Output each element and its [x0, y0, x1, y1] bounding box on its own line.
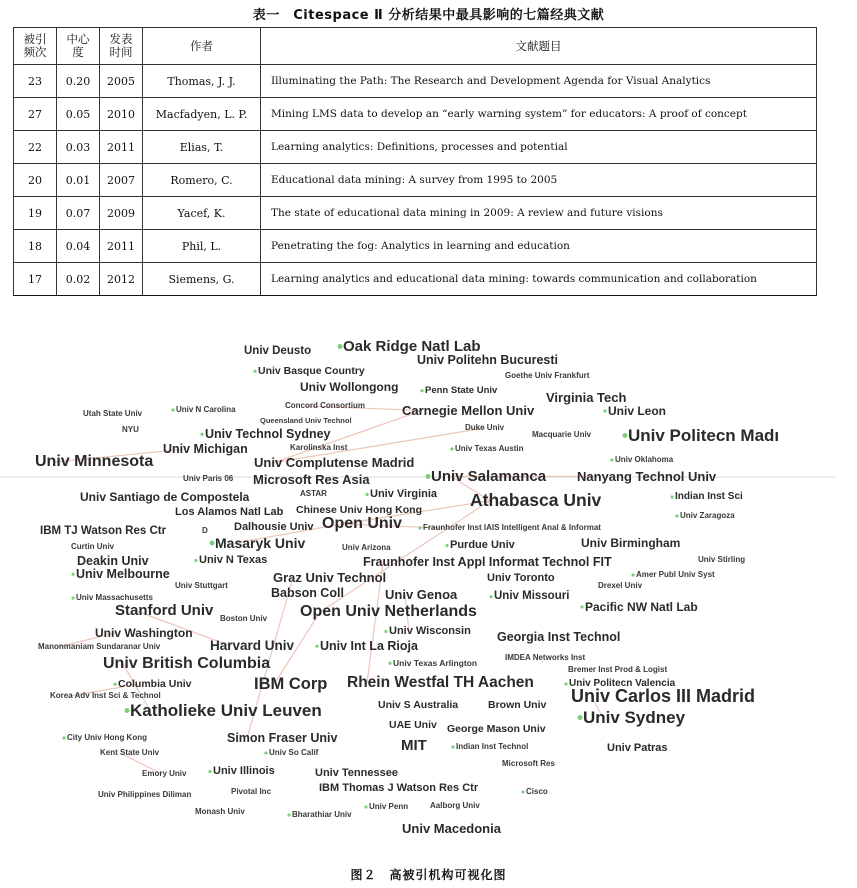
institution-node-label: Graz Univ Technol — [273, 570, 387, 585]
institution-node-label: Duke Univ — [465, 423, 505, 432]
network-node-dot — [521, 790, 524, 793]
cell-author: Phil, L. — [143, 230, 261, 263]
institution-node-label: Univ Carlos III Madrid — [571, 686, 756, 706]
institution-node-label: Babson Coll — [271, 586, 344, 600]
institution-node-label: Fraunhofer Inst IAIS Intelligent Anal & Informat — [423, 523, 601, 532]
institution-node-label: Univ British Columbia — [103, 655, 271, 672]
institution-node-label: Drexel Univ — [598, 581, 643, 590]
header-citations: 被引 频次 — [14, 28, 57, 65]
institution-node-label: Univ Oklahoma — [615, 455, 674, 464]
institution-node-label: Cisco — [526, 787, 548, 796]
institution-node-label: Univ Genoa — [385, 587, 458, 602]
institution-node-label: Open Univ — [322, 515, 403, 532]
cell-centrality: 0.07 — [57, 197, 100, 230]
network-node-dot — [71, 596, 74, 599]
network-node-dot — [451, 745, 454, 748]
cell-author: Macfadyen, L. P. — [143, 98, 261, 131]
cell-year: 2011 — [100, 131, 143, 164]
cell-year: 2012 — [100, 263, 143, 296]
institution-node-label: Open Univ Netherlands — [300, 603, 477, 620]
cell-citations: 19 — [14, 197, 57, 230]
institution-node-label: Univ Politecn Valencia — [569, 678, 676, 689]
classic-literature-table — [13, 27, 817, 296]
institution-node-label: Univ Massachusetts — [76, 593, 153, 602]
institution-node-label: Univ Tennessee — [315, 767, 398, 779]
cell-author: Thomas, J. J. — [143, 65, 261, 98]
network-node-dot — [603, 409, 606, 412]
institution-node-label: Univ N Carolina — [176, 405, 236, 414]
institution-node-label: City Univ Hong Kong — [67, 733, 147, 742]
network-node-dot — [194, 559, 197, 562]
network-node-dot — [62, 736, 65, 739]
cell-title: Illuminating the Path: The Research and Development Agenda for Visual Analytics — [261, 65, 817, 98]
cell-title: Educational data mining: A survey from 1995 to 2005 — [261, 164, 817, 197]
network-node-dot — [264, 751, 267, 754]
institution-node-label: Rhein Westfal TH Aachen — [347, 674, 534, 691]
cell-year: 2009 — [100, 197, 143, 230]
cell-centrality: 0.20 — [57, 65, 100, 98]
institution-node-label: D — [202, 526, 208, 535]
cell-author: Siemens, G. — [143, 263, 261, 296]
institution-node-label: Univ Leon — [608, 404, 667, 418]
institution-node-label: Univ Paris 06 — [183, 474, 234, 483]
institution-node-label: Univ Deusto — [244, 345, 312, 357]
cell-author: Romero, C. — [143, 164, 261, 197]
network-node-dot — [253, 370, 256, 373]
cell-citations: 17 — [14, 263, 57, 296]
institution-node-label: Microsoft Res Asia — [253, 472, 370, 487]
institution-node-label: Goethe Univ Frankfurt — [505, 371, 590, 380]
institution-node-label: Nanyang Technol Univ — [577, 469, 717, 484]
institution-node-label: Deakin Univ — [77, 554, 149, 568]
institution-node-label: Penn State Univ — [425, 385, 498, 396]
institution-node-label: Univ Melbourne — [76, 567, 170, 581]
institution-node-label: Georgia Inst Technol — [497, 630, 621, 644]
institution-node-label: Aalborg Univ — [430, 801, 480, 810]
institution-node-label: Univ Sydney — [583, 708, 686, 727]
institution-node-label: Univ Illinois — [213, 765, 275, 777]
table-row — [14, 197, 817, 230]
institution-node-label: Microsoft Res — [502, 759, 555, 768]
table-body — [14, 65, 817, 296]
table-row — [14, 263, 817, 296]
cell-title: The state of educational data mining in 2009: A review and future visions — [261, 197, 817, 230]
institution-node-label: Pacific NW Natl Lab — [585, 600, 698, 614]
institution-node-label: Stanford Univ — [115, 602, 214, 619]
network-node-dot — [420, 389, 423, 392]
header-author: 作者 — [143, 28, 261, 65]
institution-node-label: Los Alamos Natl Lab — [175, 506, 284, 518]
institution-node-label: Kent State Univ — [100, 748, 160, 757]
network-node-dot — [564, 682, 567, 685]
institution-node-label: Bremer Inst Prod & Logist — [568, 665, 668, 674]
network-node-dot — [315, 645, 318, 648]
cell-centrality: 0.01 — [57, 164, 100, 197]
institution-node-label: Chinese Univ Hong Kong — [296, 504, 422, 516]
network-node-dot — [384, 630, 387, 633]
institution-node-label: Univ Philippines Diliman — [98, 790, 192, 799]
institution-node-label: Katholieke Univ Leuven — [130, 701, 322, 720]
institution-node-label: Pivotal Inc — [231, 787, 272, 796]
institution-node-label: Manonmaniam Sundaranar Univ — [38, 642, 161, 651]
institution-node-label: Univ Basque Country — [258, 365, 365, 377]
cell-citations: 23 — [14, 65, 57, 98]
institution-node-label: Univ Politehn Bucuresti — [417, 353, 558, 367]
table-row — [14, 98, 817, 131]
institution-node-label: Dalhousie Univ — [234, 521, 314, 533]
table-caption: 表一 Citespace Ⅱ 分析结果中最具影响的七篇经典文献 — [252, 8, 605, 23]
header-title: 文献题目 — [261, 28, 817, 65]
table-header-row — [14, 28, 817, 65]
institution-node-label: Univ Birmingham — [581, 536, 681, 550]
institution-node-label: NYU — [122, 425, 139, 434]
network-node-dot — [210, 541, 215, 546]
network-node-dot — [489, 595, 492, 598]
institution-node-label: Simon Fraser Univ — [227, 731, 338, 745]
institution-node-label: Masaryk Univ — [215, 535, 306, 551]
cell-centrality: 0.05 — [57, 98, 100, 131]
institution-node-label: George Mason Univ — [447, 723, 546, 735]
institution-node-label: IBM TJ Watson Res Ctr — [40, 525, 167, 537]
institution-node-label: Indian Inst Technol — [456, 742, 529, 751]
figure-caption: 图２ 高被引机构可视化图 — [350, 868, 507, 882]
institution-node-label: Macquarie Univ — [532, 430, 592, 439]
network-node-dot — [388, 662, 391, 665]
network-node-dot — [670, 495, 673, 498]
institution-node-label: Curtin Univ — [71, 542, 115, 551]
institution-node-label: Concord Consortium — [285, 401, 365, 410]
cell-title: Mining LMS data to develop an “early warning system” for educators: A proof of concept — [261, 98, 817, 131]
header-year: 发表 时间 — [100, 28, 143, 65]
table-row — [14, 164, 817, 197]
institution-node-label: Virginia Tech — [546, 390, 627, 405]
institution-node-label: Univ Complutense Madrid — [254, 455, 415, 470]
institution-node-label: Univ Texas Arlington — [393, 658, 478, 668]
cell-centrality: 0.03 — [57, 131, 100, 164]
institution-node-label: Korea Adv Inst Sci & Technol — [50, 691, 161, 700]
institution-node-label: Univ Int La Rioja — [320, 639, 418, 653]
institution-node-label: Univ Penn — [369, 802, 409, 811]
cell-author: Yacef, K. — [143, 197, 261, 230]
institution-node-label: Univ Stuttgart — [175, 581, 228, 590]
network-node-dot — [365, 493, 368, 496]
cell-citations: 27 — [14, 98, 57, 131]
institution-node-label: Univ Stirling — [698, 555, 746, 564]
institution-network-figure — [0, 330, 857, 860]
institution-node-label: Monash Univ — [195, 807, 245, 816]
institution-node-label: Oak Ridge Natl Lab — [343, 338, 481, 355]
institution-node-label: Univ Missouri — [494, 590, 570, 602]
network-node-dot — [113, 683, 116, 686]
institution-node-label: Utah State Univ — [83, 409, 143, 418]
institution-node-label: Athabasca Univ — [470, 490, 602, 510]
table-row — [14, 230, 817, 263]
institution-node-label: Univ Michigan — [163, 442, 248, 456]
institution-node-label: Univ Toronto — [487, 572, 555, 584]
institution-node-label: Boston Univ — [220, 614, 268, 623]
institution-node-label: Carnegie Mellon Univ — [402, 403, 535, 418]
institution-node-label: UAE Univ — [389, 719, 437, 731]
network-node-dot — [200, 433, 203, 436]
institution-node-label: Univ Texas Austin — [455, 444, 524, 453]
institution-node-label: Univ So Calif — [269, 748, 319, 757]
institution-node-label: Amer Publ Univ Syst — [636, 570, 715, 579]
cell-centrality: 0.02 — [57, 263, 100, 296]
network-node-dot — [171, 408, 174, 411]
cell-centrality: 0.04 — [57, 230, 100, 263]
institution-node-label: Univ Patras — [607, 742, 668, 754]
institution-node-label: Bharathiar Univ — [292, 810, 352, 819]
network-node-dot — [418, 526, 421, 529]
network-node-dot — [580, 605, 583, 608]
institution-node-label: Univ N Texas — [199, 554, 268, 566]
network-node-dot — [338, 344, 343, 349]
institution-node-label: Univ Santiago de Compostela — [80, 490, 250, 504]
institution-node-label: Univ Virginia — [370, 488, 438, 500]
institution-node-label: IBM Thomas J Watson Res Ctr — [319, 782, 479, 794]
network-node-dot — [445, 544, 448, 547]
network-node-dot — [71, 573, 74, 576]
institution-node-label: Queensland Univ Technol — [260, 416, 352, 425]
institution-node-label: Karolinska Inst — [290, 443, 348, 452]
institution-node-label: Univ Minnesota — [35, 453, 154, 470]
institution-node-label: Univ Zaragoza — [680, 511, 735, 520]
institution-node-label: Fraunhofer Inst Appl Informat Technol FIT — [363, 555, 612, 569]
institution-node-label: Univ Washington — [95, 626, 193, 640]
header-centrality: 中心 度 — [57, 28, 100, 65]
institution-node-label: Univ Wisconsin — [389, 625, 471, 637]
institution-node-label: Indian Inst Sci — [675, 491, 743, 502]
table-row — [14, 131, 817, 164]
cell-title: Learning analytics: Definitions, processes and potential — [261, 131, 817, 164]
cell-citations: 22 — [14, 131, 57, 164]
cell-title: Learning analytics and educational data mining: towards communication and collaboration — [261, 263, 817, 296]
cell-title: Penetrating the fog: Analytics in learning and education — [261, 230, 817, 263]
institution-node-label: Univ Technol Sydney — [205, 427, 331, 441]
cell-author: Elias, T. — [143, 131, 261, 164]
institution-node-label: Univ Wollongong — [300, 380, 399, 394]
network-node-dot — [208, 770, 211, 773]
institution-node-label: IMDEA Networks Inst — [505, 653, 586, 662]
network-node-dot — [623, 433, 628, 438]
cell-citations: 18 — [14, 230, 57, 263]
cell-year: 2010 — [100, 98, 143, 131]
table-row — [14, 65, 817, 98]
network-node-dot — [364, 805, 367, 808]
network-node-dot — [675, 514, 678, 517]
institution-node-label: Brown Univ — [488, 699, 547, 711]
institution-node-label: Purdue Univ — [450, 539, 515, 551]
network-node-dot — [125, 708, 130, 713]
institution-node-label: Univ S Australia — [378, 699, 459, 711]
network-node-dot — [450, 447, 453, 450]
institution-node-label: Univ Politecn Madı — [628, 426, 780, 445]
network-node-dot — [578, 715, 583, 720]
network-node-dot — [610, 458, 613, 461]
cell-year: 2007 — [100, 164, 143, 197]
cell-year: 2011 — [100, 230, 143, 263]
network-node-dot — [426, 474, 431, 479]
institution-node-label: ASTAR — [300, 489, 327, 498]
institution-node-label: IBM Corp — [254, 675, 328, 693]
cell-citations: 20 — [14, 164, 57, 197]
network-node-dot — [287, 813, 290, 816]
institution-node-label: Emory Univ — [142, 769, 187, 778]
institution-node-label: MIT — [401, 737, 427, 754]
cell-year: 2005 — [100, 65, 143, 98]
institution-node-label: Univ Macedonia — [402, 821, 501, 836]
network-node-dot — [631, 573, 634, 576]
institution-node-label: Columbia Univ — [118, 678, 192, 690]
institution-node-label: Univ Salamanca — [431, 468, 547, 485]
institution-node-label: Harvard Univ — [210, 638, 295, 653]
institution-node-label: Univ Arizona — [342, 543, 391, 552]
